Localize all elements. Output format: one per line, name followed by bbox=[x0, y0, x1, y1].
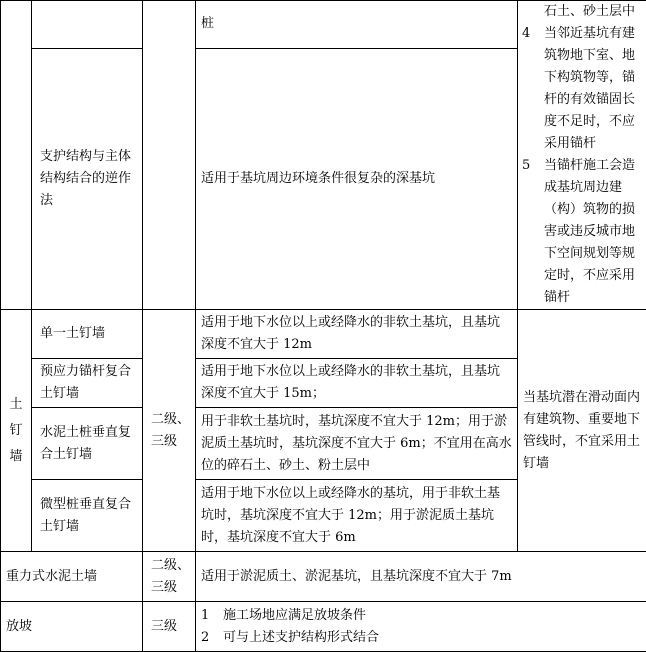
note-number: 2 bbox=[201, 627, 223, 649]
applicability-cell bbox=[196, 602, 646, 652]
structure-name: 支护结构与主体结构结合的逆作法 bbox=[32, 48, 143, 309]
table-row bbox=[1, 552, 646, 602]
notes-cell bbox=[518, 1, 646, 310]
structure-name: 单一土钉墙 bbox=[32, 310, 143, 359]
note-text: 施工场地应满足放坡条件 bbox=[223, 605, 641, 627]
applicability-cell: 用于非软土基坑时，基坑深度不宜大于 12m；用于淤泥质土基坑时，基坑深度不宜大于 6m；不宜用在高水位的碎石土、砂土、粉土层中 bbox=[196, 408, 518, 480]
cell-empty-group bbox=[1, 1, 32, 310]
table-row bbox=[1, 1, 646, 49]
structure-name: 微型桩垂直复合土钉墙 bbox=[32, 480, 143, 552]
note-item bbox=[201, 627, 641, 649]
safety-grade: 二级、三级 bbox=[143, 552, 196, 602]
applicability-cell: 适用于地下水位以上或经降水的基坑，用于非软土基坑时，基坑深度不宜大于 12m；用于淤泥质土基坑时，基坑深度不宜大于 6m bbox=[196, 480, 518, 552]
note-number: 1 bbox=[201, 605, 223, 627]
applicability-cell: 适用于地下水位以上或经降水的非软土基坑，且基坑深度不宜大于 15m； bbox=[196, 359, 518, 408]
applicability-cell: 适用于地下水位以上或经降水的非软土基坑，且基坑深度不宜大于 12m bbox=[196, 310, 518, 359]
safety-grade: 二级、三级 bbox=[143, 310, 196, 552]
applicability-text: 适用于基坑周边环境条件很复杂的深基坑 bbox=[201, 171, 435, 186]
note-item bbox=[522, 23, 642, 155]
applicability-cell: 适用于淤泥质土、淤泥基坑，且基坑深度不宜大于 7m bbox=[196, 552, 646, 602]
applicability-cell bbox=[196, 1, 518, 49]
applicability-text: 桩 bbox=[201, 16, 214, 31]
note-continuation: 石土、砂土层中 bbox=[522, 1, 642, 23]
structure-name: 重力式水泥土墙 bbox=[1, 552, 143, 602]
note-text: 当锚杆施工会造成基坑周边建（构）筑物的损害或违反城市地下空间规划等规定时，不应采用锚杆 bbox=[544, 155, 642, 309]
safety-grade: 三级 bbox=[143, 602, 196, 652]
structure-name: 放坡 bbox=[1, 602, 143, 652]
notes-cell: 当基坑潜在滑动面内有建筑物、重要地下管线时，不宜采用土钉墙 bbox=[518, 310, 646, 552]
cell-empty-grade bbox=[143, 1, 196, 310]
structure-name: 水泥土桩垂直复合土钉墙 bbox=[32, 408, 143, 480]
note-text: 当邻近基坑有建筑物地下室、地下构筑物等，锚杆的有效锚固长度不足时，不应采用锚杆 bbox=[544, 23, 642, 155]
note-number: 5 bbox=[522, 155, 544, 309]
note-item bbox=[201, 605, 641, 627]
applicability-cell bbox=[196, 48, 518, 309]
note-number: 4 bbox=[522, 23, 544, 155]
structure-name: 预应力锚杆复合土钉墙 bbox=[32, 359, 143, 408]
table-row bbox=[1, 310, 646, 359]
cell-empty-name bbox=[32, 1, 143, 49]
table-row bbox=[1, 602, 646, 652]
group-label: 土钉墙 bbox=[1, 310, 32, 552]
note-text: 可与上述支护结构形式结合 bbox=[223, 627, 641, 649]
note-item bbox=[522, 155, 642, 309]
